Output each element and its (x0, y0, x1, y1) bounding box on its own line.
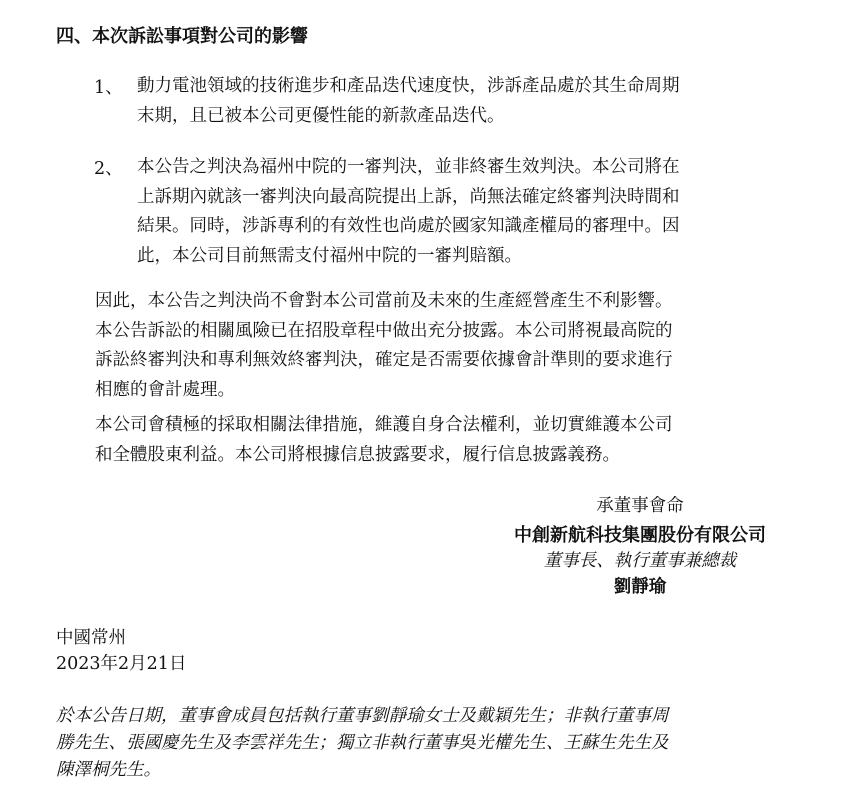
impact-paragraph (95, 287, 673, 405)
paragraph-line: 因此，本公告之判決尚不會對本公司當前及未來的生產經營產生不利影響。 (95, 291, 673, 311)
signature-title: 董事長、執行董事兼總裁 (543, 551, 737, 571)
board-line: 於本公告日期，董事會成員包括執行董事劉靜瑜女士及戴穎先生；非執行董事周 (56, 706, 669, 726)
item-1-line: 動力電池領域的技術進步和產品迭代速度快，涉訴產品處於其生命周期 (137, 76, 680, 96)
legal-measures-paragraph (95, 411, 673, 470)
item-2-text (137, 153, 680, 271)
item-1-number: 1、 (94, 78, 123, 98)
section-heading: 四、本次訴訟事項對公司的影響 (56, 26, 308, 47)
signature-company: 中創新航科技集團股份有限公司 (514, 525, 766, 546)
board-line: 勝先生、張國慶先生及李雲祥先生；獨立非執行董事吳光權先生、王蘇生先生及 (56, 733, 669, 753)
paragraph-line: 本公司會積極的採取相關法律措施，維護自身合法權利，並切實維護本公司 (95, 415, 673, 435)
signature-name: 劉靜瑜 (613, 577, 667, 597)
paragraph-line: 和全體股東利益。本公司將根據信息披露要求，履行信息披露義務。 (95, 444, 620, 465)
item-1-text (137, 72, 680, 131)
signature-intro: 承董事會命 (596, 496, 684, 516)
paragraph-line: 相應的會計處理。 (95, 379, 235, 400)
item-1-line: 末期，且已被本公司更優性能的新款產品迭代。 (137, 105, 505, 126)
paragraph-line: 本公告訴訟的相關風險已在招股章程中做出充分披露。本公司將視最高院的 (95, 320, 673, 341)
item-2-line: 本公告之判決為福州中院的一審判決，並非終審生效判決。本公司將在 (137, 157, 680, 177)
item-2-line: 上訴期內就該一審判決向最高院提出上訴，尚無法確定終審判決時間和 (137, 186, 680, 207)
item-2-number: 2、 (94, 159, 123, 179)
place: 中國常州 (56, 628, 126, 648)
board-line: 陳澤桐先生。 (56, 760, 161, 780)
paragraph-line: 訴訟終審判決和專利無效終審判決，確定是否需要依據會計準則的要求進行 (95, 350, 673, 370)
item-2-line: 結果。同時，涉訴專利的有效性也尚處於國家知識產權局的審理中。因 (137, 216, 680, 236)
board-members-note (56, 703, 669, 784)
item-2-line: 此，本公司目前無需支付福州中院的一審判賠額。 (137, 245, 522, 266)
date: 2023年2月21日 (56, 654, 187, 674)
